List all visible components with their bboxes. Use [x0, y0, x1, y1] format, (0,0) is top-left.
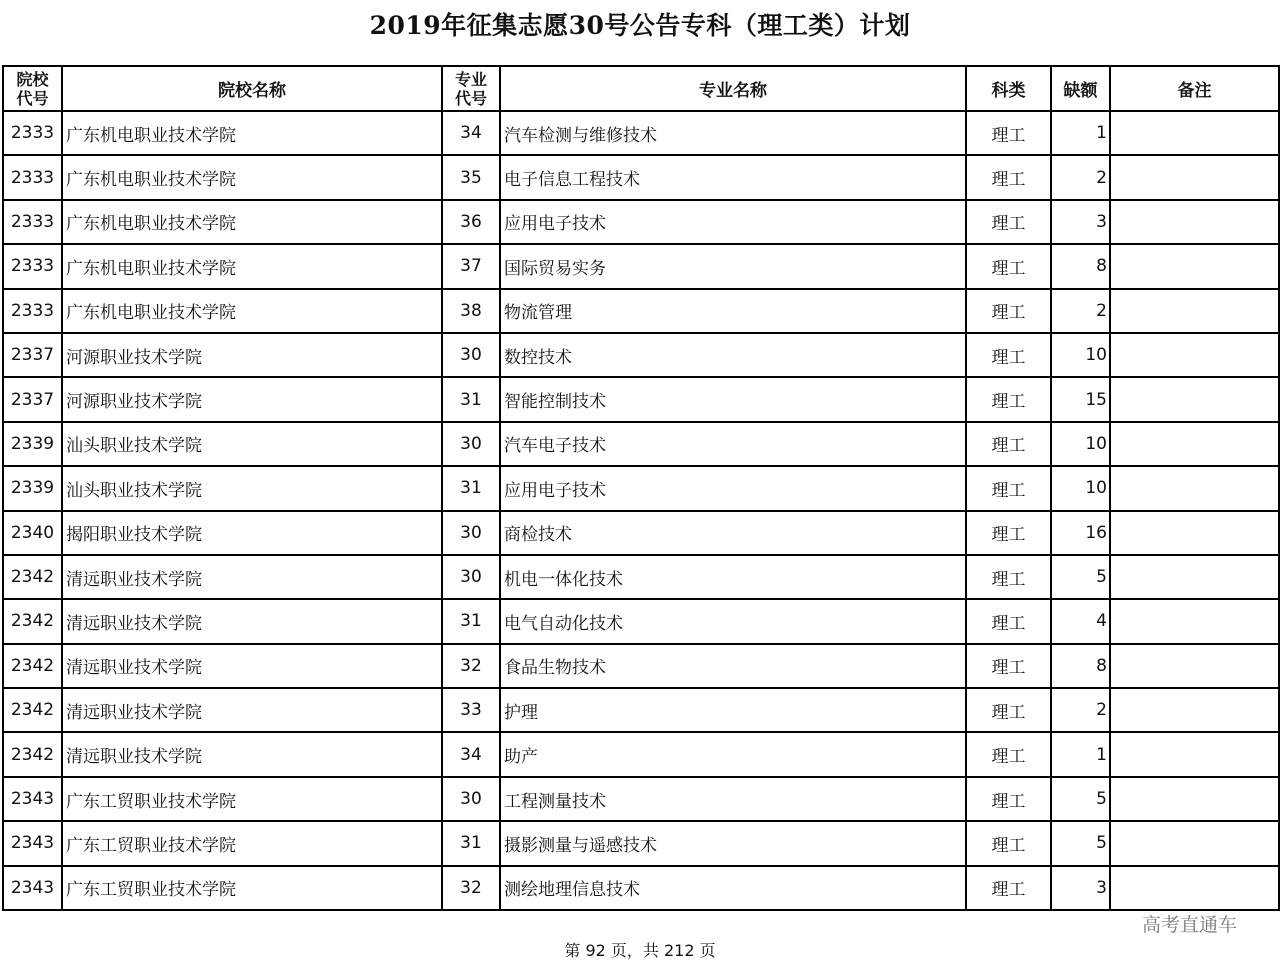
cell-quota: 5	[1051, 821, 1110, 865]
cell-category: 理工	[966, 866, 1051, 910]
cell-major-name: 摄影测量与遥感技术	[500, 821, 966, 865]
cell-major-name: 物流管理	[500, 289, 966, 333]
cell-major-code: 32	[442, 644, 500, 688]
cell-quota: 10	[1051, 466, 1110, 510]
header-major-name: 专业名称	[500, 66, 966, 111]
header-category: 科类	[966, 66, 1051, 111]
plan-table	[2, 65, 1280, 911]
cell-school-name: 广东机电职业技术学院	[62, 200, 442, 244]
cell-remark	[1110, 155, 1279, 199]
cell-major-name: 汽车检测与维修技术	[500, 111, 966, 155]
table-row	[3, 511, 1279, 555]
cell-major-code: 33	[442, 688, 500, 732]
cell-remark	[1110, 289, 1279, 333]
header-quota: 缺额	[1051, 66, 1110, 111]
cell-major-name: 数控技术	[500, 333, 966, 377]
cell-category: 理工	[966, 244, 1051, 288]
cell-major-code: 31	[442, 821, 500, 865]
cell-quota: 8	[1051, 244, 1110, 288]
cell-school-name: 广东机电职业技术学院	[62, 111, 442, 155]
cell-category: 理工	[966, 111, 1051, 155]
cell-remark	[1110, 422, 1279, 466]
cell-major-name: 应用电子技术	[500, 466, 966, 510]
cell-category: 理工	[966, 200, 1051, 244]
cell-remark	[1110, 377, 1279, 421]
cell-major-code: 37	[442, 244, 500, 288]
cell-category: 理工	[966, 644, 1051, 688]
cell-school-code: 2333	[3, 244, 62, 288]
cell-major-name: 护理	[500, 688, 966, 732]
cell-remark	[1110, 466, 1279, 510]
cell-major-code: 34	[442, 111, 500, 155]
table-row	[3, 688, 1279, 732]
page-title: 2019年征集志愿30号公告专科（理工类）计划	[369, 11, 911, 40]
cell-major-code: 35	[442, 155, 500, 199]
header-school-name: 院校名称	[62, 66, 442, 111]
cell-school-code: 2342	[3, 688, 62, 732]
cell-school-name: 清远职业技术学院	[62, 644, 442, 688]
cell-school-code: 2342	[3, 732, 62, 776]
header-school-code-line2: 代号	[16, 88, 49, 108]
cell-major-name: 电气自动化技术	[500, 599, 966, 643]
cell-remark	[1110, 599, 1279, 643]
table-row	[3, 732, 1279, 776]
cell-school-name: 广东机电职业技术学院	[62, 155, 442, 199]
table-row	[3, 289, 1279, 333]
cell-school-name: 清远职业技术学院	[62, 555, 442, 599]
table-row	[3, 333, 1279, 377]
cell-remark	[1110, 333, 1279, 377]
cell-category: 理工	[966, 599, 1051, 643]
cell-school-code: 2340	[3, 511, 62, 555]
cell-school-code: 2333	[3, 289, 62, 333]
cell-remark	[1110, 688, 1279, 732]
table-row	[3, 555, 1279, 599]
header-remark: 备注	[1110, 66, 1279, 111]
cell-quota: 5	[1051, 555, 1110, 599]
cell-major-name: 测绘地理信息技术	[500, 866, 966, 910]
cell-major-code: 31	[442, 466, 500, 510]
cell-major-code: 32	[442, 866, 500, 910]
cell-category: 理工	[966, 466, 1051, 510]
cell-category: 理工	[966, 688, 1051, 732]
cell-major-name: 助产	[500, 732, 966, 776]
cell-major-name: 智能控制技术	[500, 377, 966, 421]
cell-school-code: 2337	[3, 333, 62, 377]
table-row	[3, 599, 1279, 643]
cell-major-code: 30	[442, 511, 500, 555]
table-row	[3, 111, 1279, 155]
header-major-code-line1: 专业	[454, 69, 487, 89]
cell-remark	[1110, 511, 1279, 555]
cell-major-name: 机电一体化技术	[500, 555, 966, 599]
cell-school-name: 汕头职业技术学院	[62, 422, 442, 466]
watermark-text: 高考直通车	[1142, 914, 1238, 936]
cell-school-code: 2342	[3, 555, 62, 599]
cell-quota: 16	[1051, 511, 1110, 555]
cell-major-code: 30	[442, 777, 500, 821]
cell-major-code: 30	[442, 422, 500, 466]
table-row	[3, 821, 1279, 865]
cell-major-name: 商检技术	[500, 511, 966, 555]
cell-quota: 10	[1051, 422, 1110, 466]
cell-quota: 2	[1051, 688, 1110, 732]
cell-school-code: 2333	[3, 155, 62, 199]
cell-major-code: 38	[442, 289, 500, 333]
table-row	[3, 422, 1279, 466]
cell-major-code: 31	[442, 377, 500, 421]
cell-school-name: 河源职业技术学院	[62, 333, 442, 377]
header-school-code-line1: 院校	[16, 69, 49, 89]
page-footer: 第 92 页，共 212 页	[564, 941, 716, 960]
cell-major-code: 30	[442, 555, 500, 599]
cell-major-name: 工程测量技术	[500, 777, 966, 821]
cell-remark	[1110, 244, 1279, 288]
cell-quota: 1	[1051, 732, 1110, 776]
table-row	[3, 155, 1279, 199]
cell-category: 理工	[966, 555, 1051, 599]
header-school-code	[3, 66, 62, 111]
cell-quota: 3	[1051, 200, 1110, 244]
cell-category: 理工	[966, 289, 1051, 333]
cell-school-name: 河源职业技术学院	[62, 377, 442, 421]
cell-school-code: 2333	[3, 111, 62, 155]
cell-school-code: 2343	[3, 821, 62, 865]
table-row	[3, 777, 1279, 821]
table-row	[3, 866, 1279, 910]
table-row	[3, 644, 1279, 688]
cell-major-name: 电子信息工程技术	[500, 155, 966, 199]
cell-category: 理工	[966, 777, 1051, 821]
cell-major-code: 34	[442, 732, 500, 776]
cell-major-name: 食品生物技术	[500, 644, 966, 688]
cell-school-code: 2337	[3, 377, 62, 421]
cell-category: 理工	[966, 511, 1051, 555]
cell-remark	[1110, 777, 1279, 821]
cell-category: 理工	[966, 377, 1051, 421]
header-row	[3, 66, 1279, 111]
table-row	[3, 377, 1279, 421]
cell-remark	[1110, 732, 1279, 776]
cell-school-code: 2343	[3, 777, 62, 821]
cell-school-code: 2342	[3, 644, 62, 688]
cell-remark	[1110, 821, 1279, 865]
cell-school-name: 广东工贸职业技术学院	[62, 821, 442, 865]
cell-school-code: 2342	[3, 599, 62, 643]
cell-quota: 2	[1051, 289, 1110, 333]
cell-school-name: 汕头职业技术学院	[62, 466, 442, 510]
cell-quota: 4	[1051, 599, 1110, 643]
cell-quota: 15	[1051, 377, 1110, 421]
cell-school-name: 广东机电职业技术学院	[62, 289, 442, 333]
cell-remark	[1110, 111, 1279, 155]
cell-quota: 1	[1051, 111, 1110, 155]
cell-school-code: 2339	[3, 466, 62, 510]
cell-major-name: 汽车电子技术	[500, 422, 966, 466]
cell-quota: 3	[1051, 866, 1110, 910]
cell-major-code: 30	[442, 333, 500, 377]
cell-quota: 10	[1051, 333, 1110, 377]
table-body	[3, 111, 1279, 910]
cell-school-code: 2333	[3, 200, 62, 244]
cell-school-name: 清远职业技术学院	[62, 599, 442, 643]
cell-major-code: 36	[442, 200, 500, 244]
cell-category: 理工	[966, 732, 1051, 776]
cell-major-name: 国际贸易实务	[500, 244, 966, 288]
cell-remark	[1110, 555, 1279, 599]
cell-school-name: 广东工贸职业技术学院	[62, 866, 442, 910]
cell-remark	[1110, 644, 1279, 688]
cell-major-name: 应用电子技术	[500, 200, 966, 244]
cell-category: 理工	[966, 155, 1051, 199]
cell-school-name: 清远职业技术学院	[62, 732, 442, 776]
cell-category: 理工	[966, 422, 1051, 466]
table-row	[3, 200, 1279, 244]
header-major-code	[442, 66, 500, 111]
cell-category: 理工	[966, 821, 1051, 865]
cell-category: 理工	[966, 333, 1051, 377]
cell-school-name: 揭阳职业技术学院	[62, 511, 442, 555]
cell-quota: 2	[1051, 155, 1110, 199]
cell-quota: 5	[1051, 777, 1110, 821]
cell-school-name: 广东工贸职业技术学院	[62, 777, 442, 821]
cell-school-code: 2339	[3, 422, 62, 466]
cell-quota: 8	[1051, 644, 1110, 688]
cell-school-code: 2343	[3, 866, 62, 910]
cell-school-name: 清远职业技术学院	[62, 688, 442, 732]
table-row	[3, 244, 1279, 288]
cell-school-name: 广东机电职业技术学院	[62, 244, 442, 288]
cell-major-code: 31	[442, 599, 500, 643]
table-row	[3, 466, 1279, 510]
header-major-code-line2: 代号	[454, 88, 487, 108]
cell-remark	[1110, 866, 1279, 910]
cell-remark	[1110, 200, 1279, 244]
